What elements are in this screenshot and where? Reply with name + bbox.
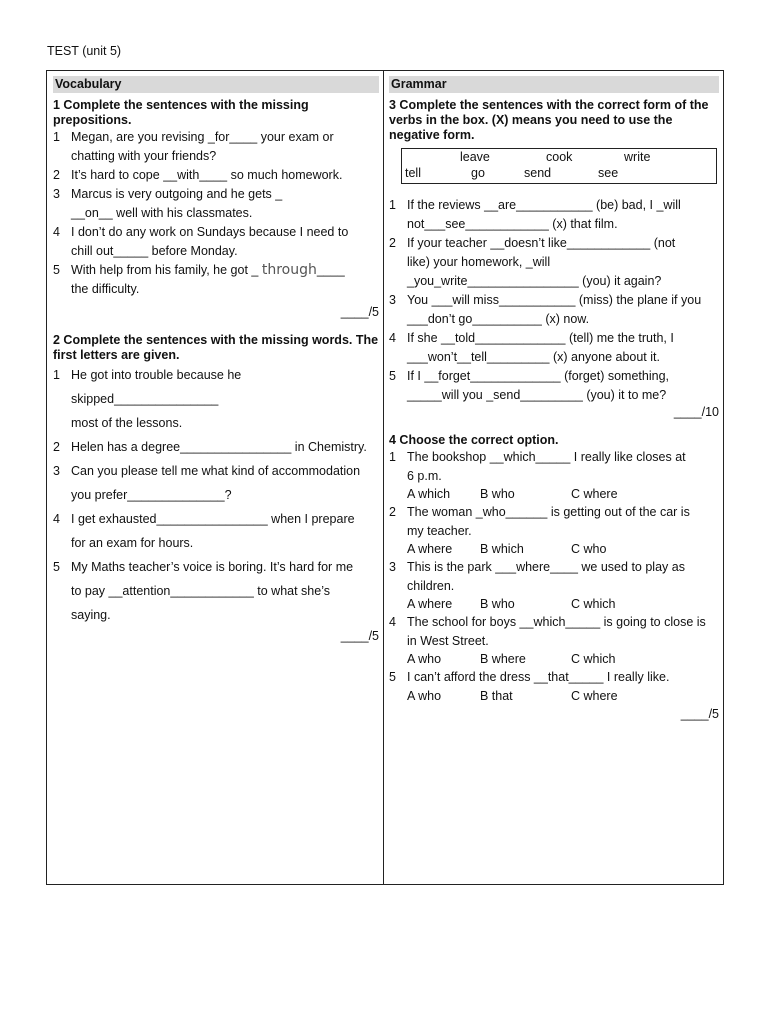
item-text: for an exam for hours. (71, 536, 194, 550)
grammar-header: Grammar (389, 76, 719, 93)
item-number: 3 (389, 293, 396, 307)
answer-options (389, 650, 719, 668)
exercise-item (53, 435, 379, 459)
verb-box (401, 148, 717, 184)
item-text: saying. (71, 608, 111, 622)
item-number: 1 (53, 368, 60, 382)
item-text-line2: the difficulty. (71, 282, 140, 296)
item-text: If I __forget_____________ (forget) something, (407, 369, 669, 383)
item-text: With help from his family, he got _ (71, 263, 262, 277)
item-text: ___won’t__tell_________ (x) anyone about it. (407, 350, 660, 364)
exercise-2-instruction: 2 Complete the sentences with the missing words. The first letters are given. (53, 333, 379, 362)
answer-option: A which (407, 487, 451, 501)
item-number: 3 (389, 560, 396, 574)
item-number: 2 (53, 440, 60, 454)
item-text: He got into trouble because he skipped_______________ (71, 368, 242, 406)
answer-option: B that (480, 688, 513, 703)
column-divider (383, 71, 384, 884)
item-number: 3 (53, 464, 60, 478)
item-number: 5 (389, 369, 396, 383)
answer-option: B who (480, 487, 515, 501)
exercise-item (53, 555, 379, 627)
answer-options (389, 687, 719, 705)
item-text: in West Street. (407, 633, 489, 648)
item-text: I can’t afford the dress __that_____ I really like. (407, 670, 670, 684)
exercise-item (389, 558, 719, 595)
exercise-item (389, 448, 719, 485)
item-text: most of the lessons. (71, 416, 183, 430)
item-number: 2 (53, 168, 60, 182)
answer-options (389, 540, 719, 558)
exercise-1-score: ____/5 (340, 305, 379, 319)
item-text: chill out_____ before Monday. (71, 244, 238, 258)
test-table (46, 70, 724, 885)
answer-option: C who (571, 542, 607, 556)
item-text: not___see____________ (x) that film. (407, 217, 618, 231)
item-text: _you_write________________ (you) it again? (407, 274, 662, 288)
answer-option: B who (480, 597, 515, 611)
item-text: children. (407, 578, 455, 593)
exercise-1-item-5 (53, 261, 379, 299)
item-text: to pay __attention____________ to what she’s (71, 584, 331, 598)
item-text: Helen has a degree________________ in Chemistry. (71, 440, 367, 454)
item-number: 5 (389, 670, 396, 684)
verb-word: cook (546, 150, 573, 164)
item-text: My Maths teacher’s voice is boring. It’s hard for me (71, 560, 354, 574)
exercise-item (389, 291, 719, 329)
item-number: 4 (53, 225, 60, 239)
grammar-column (389, 76, 719, 721)
item-text: The bookshop __which_____ I really like closes at (407, 450, 686, 464)
item-text: 6 p.m. (407, 468, 442, 483)
exercise-item (53, 363, 379, 435)
item-number: 1 (389, 450, 396, 464)
verb-word: see (598, 166, 619, 180)
item-text: If she __told_____________ (tell) me the truth, I (407, 331, 674, 345)
item-number: 3 (53, 187, 60, 201)
answer-option: B which (480, 542, 524, 556)
item-text: I don’t do any work on Sundays because I need to (71, 225, 349, 239)
exercise-2-list (53, 363, 379, 627)
handwritten-answer: through (261, 262, 317, 278)
exercise-item (389, 668, 719, 687)
exercise-item (53, 166, 379, 185)
item-text: If your teacher __doesn’t like____________ (not (407, 236, 676, 250)
answer-option: C where (571, 688, 618, 703)
exercise-4-score: ____/5 (680, 706, 719, 721)
answer-option: A who (407, 652, 442, 666)
answer-options (389, 595, 719, 613)
exercise-3-score: ____/10 (673, 405, 719, 419)
item-text: This is the park ___where____ we used to play as (407, 560, 685, 574)
exercise-1-instruction: 1 Complete the sentences with the missing prepositions. (53, 98, 309, 127)
exercise-item (389, 367, 719, 405)
item-text: The school for boys __which_____ is going to close is (407, 615, 706, 629)
item-text: You ___will miss___________ (miss) the plane if you (407, 293, 702, 307)
answer-options (389, 485, 719, 503)
verb-word: leave (460, 150, 490, 164)
item-text: If the reviews __are___________ (be) bad, I _will (407, 198, 681, 212)
exercise-item (53, 459, 379, 507)
item-text: ___don’t go__________ (x) now. (407, 312, 590, 326)
verb-word: send (524, 166, 552, 180)
vocabulary-header: Vocabulary (53, 76, 379, 93)
item-text: Marcus is very outgoing and he gets _ (71, 187, 283, 201)
item-text: _____will you _send_________ (you) it to me? (407, 388, 667, 402)
item-text: chatting with your friends? (71, 149, 217, 163)
exercise-2-score: ____/5 (340, 629, 379, 643)
exercise-item (389, 234, 719, 291)
verb-word: write (624, 150, 651, 164)
item-text: my teacher. (407, 523, 472, 538)
item-number: 1 (389, 198, 396, 212)
page-title: TEST (unit 5) (47, 44, 122, 58)
exercise-3-list (389, 196, 719, 405)
item-number: 2 (389, 505, 396, 519)
item-number: 4 (389, 615, 396, 629)
answer-option: A who (407, 688, 442, 703)
item-number: 2 (389, 236, 396, 250)
exercise-4-instruction: 4 Choose the correct option. (389, 433, 559, 447)
exercise-1-list (53, 128, 379, 261)
item-number: 5 (53, 263, 60, 277)
answer-option: C where (571, 487, 618, 501)
item-text: It’s hard to cope __with____ so much homework. (71, 168, 343, 182)
exercise-item (53, 185, 379, 223)
exercise-item (53, 128, 379, 166)
item-number: 1 (53, 130, 60, 144)
item-number: 4 (53, 512, 60, 526)
item-number: 4 (389, 331, 396, 345)
answer-option: C which (571, 652, 616, 666)
item-text: you prefer______________? (71, 488, 232, 502)
verb-word: go (471, 166, 485, 180)
exercise-item (389, 196, 719, 234)
exercise-4-list (389, 448, 719, 705)
item-text: like) your homework, _will (407, 255, 551, 269)
answer-option: C which (571, 597, 616, 611)
item-text: The woman _who______ is getting out of the car is (407, 505, 690, 519)
exercise-3-instruction: 3 Complete the sentences with the correct form of the verbs in the box. (X) means you need to use the negative form. (389, 98, 709, 142)
exercise-item (389, 329, 719, 367)
item-text: Megan, are you revising _for____ your exam or (71, 130, 334, 144)
answer-option: A where (407, 542, 453, 556)
item-text: I get exhausted________________ when I prepare (71, 512, 355, 526)
exercise-item (389, 613, 719, 650)
item-number: 5 (53, 560, 60, 574)
answer-blank: ____ (316, 263, 345, 277)
exercise-item (389, 503, 719, 540)
exercise-item (53, 507, 379, 555)
vocabulary-column (53, 76, 379, 643)
exercise-item (53, 223, 379, 261)
item-text: __on__ well with his classmates. (71, 206, 253, 220)
item-text: Can you please tell me what kind of accommodation (71, 464, 361, 478)
answer-option: A where (407, 597, 453, 611)
verb-word: tell (405, 166, 421, 180)
answer-option: B where (480, 652, 526, 666)
